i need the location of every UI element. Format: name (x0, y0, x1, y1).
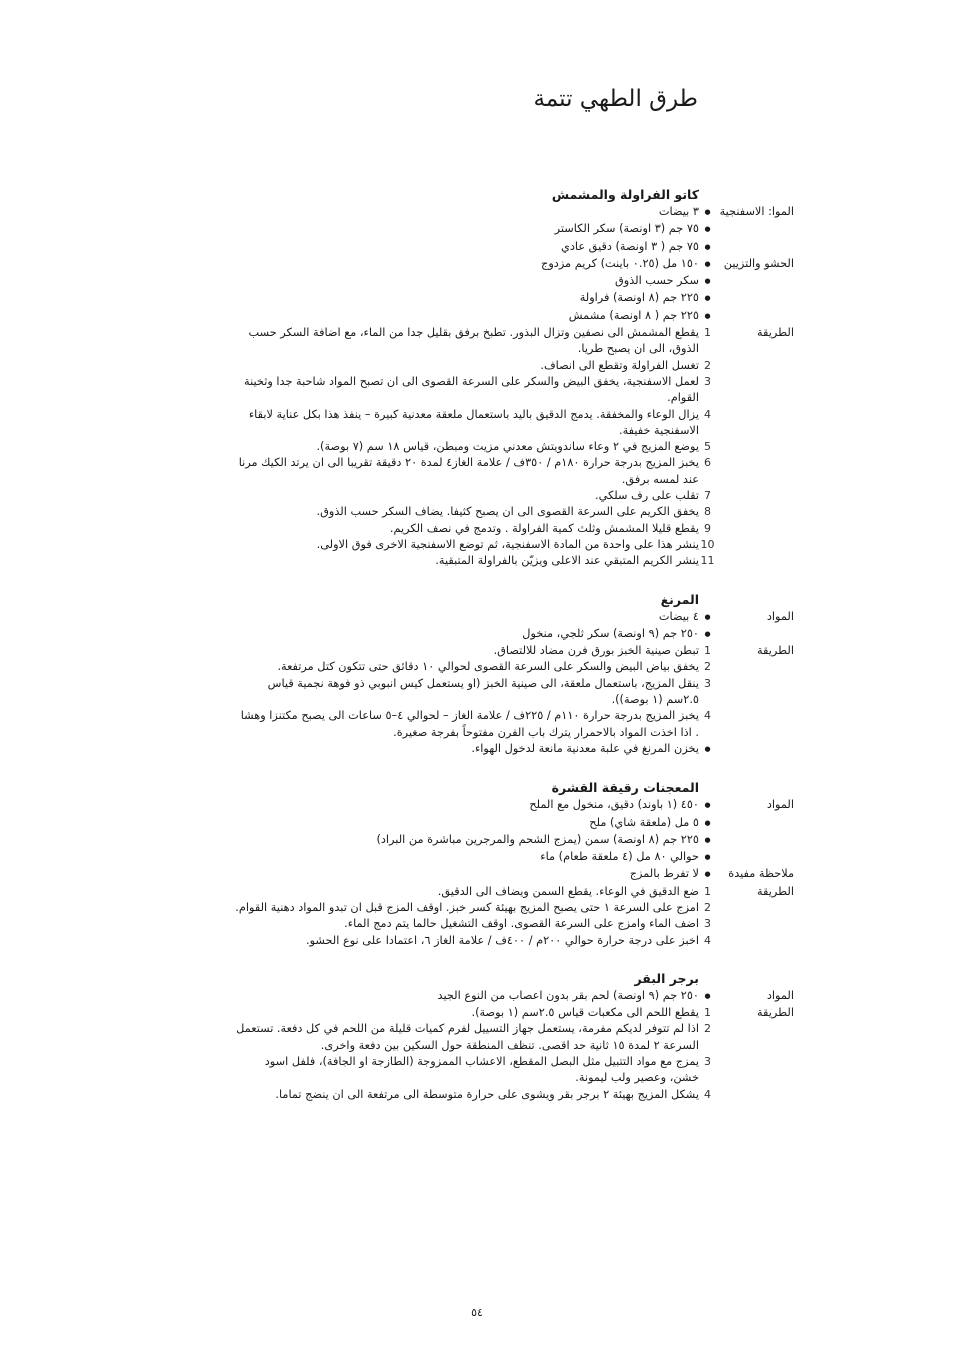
method-step (234, 439, 794, 455)
row-label: الطريقة (757, 644, 794, 658)
row-text: ٢٥٠ جم (٩ اونصة) سكر ثلجي، منخول (522, 626, 699, 640)
method-step (234, 1005, 794, 1021)
method-step (234, 1054, 794, 1087)
step-number: 9 (704, 521, 711, 535)
bullet-icon (704, 221, 710, 234)
row-text: يخبز المزيج بدرجة حرارة ١٨٠م / ٣٥٠ف / علامة الغاز٤ لمدة ٢٠ دقيقة تقريبا الى ان يرتد الكيك مرنا عند لمسه برفق. (238, 456, 699, 486)
row-label: المواد (766, 798, 794, 812)
row-text: يقطع المشمش الى نصفين وتزال البذور. تطبخ برفق بقليل جدا من الماء، مع اضافة السكر حسب الذوق، الى ان يصبح طريا. (248, 326, 699, 356)
bullet-marker (699, 256, 716, 273)
row-text: سكر حسب الذوق (614, 274, 699, 288)
row-text: حوالي ٨٠ مل (٤ ملعقة طعام) ماء (540, 850, 699, 864)
step-marker (699, 325, 716, 341)
bullet-icon (704, 290, 710, 303)
method-step (234, 504, 794, 520)
bullet-icon (704, 832, 710, 845)
bullet-marker (699, 815, 716, 832)
step-marker (699, 708, 716, 724)
step-marker (699, 659, 716, 675)
bullet-icon (704, 256, 710, 269)
bullet-marker (699, 290, 716, 307)
row-label: المواد (766, 988, 794, 1002)
method-step (234, 358, 794, 374)
row-label: الحشو والتزيين (723, 256, 794, 270)
recipe-section (234, 186, 794, 570)
method-step (234, 884, 794, 900)
row-text: يمزج مع مواد التتبيل مثل البصل المقطع، الاعشاب الممزوجة (الطازجة او الجافة)، فلفل اسود خشن، وعصير ولب ليمونة. (264, 1055, 699, 1085)
step-marker (699, 1005, 716, 1021)
ingredient-item (234, 221, 794, 238)
recipe-section (234, 591, 794, 759)
step-number: 1 (704, 326, 711, 340)
row-text: ينشر الكريم المتبقي عند الاعلى ويزيّن بالفراولة المتبقية. (435, 554, 699, 568)
row-label: الطريقة (757, 326, 794, 340)
row-label: الطريقة (757, 884, 794, 898)
bullet-icon (704, 273, 710, 286)
row-text: ٢٢٥ جم ( ٨ اونصة) مشمش (568, 308, 699, 322)
ingredient-item (234, 308, 794, 325)
step-number: 2 (704, 358, 711, 372)
row-text: ٤ بيضات (658, 609, 699, 623)
method-step (234, 1087, 794, 1103)
ingredient-item (234, 797, 794, 814)
bullet-icon (704, 609, 710, 622)
method-step (234, 659, 794, 675)
method-step (234, 1021, 794, 1054)
method-step (234, 933, 794, 949)
bullet-marker (699, 308, 716, 325)
step-number: 4 (704, 709, 711, 723)
step-marker (699, 1021, 716, 1037)
step-number: 3 (704, 374, 711, 388)
step-number: 1 (704, 644, 711, 658)
row-text: ٣ بيضات (658, 205, 699, 218)
step-marker (699, 504, 716, 520)
step-marker (699, 358, 716, 374)
row-text: ٤٥٠ (١ باوند) دقيق، منخول مع الملح (529, 798, 699, 812)
ingredient-item (234, 741, 794, 758)
recipes-container (234, 186, 794, 1124)
row-text: ٢٥٠ جم (٩ اونصة) لحم بقر بدون اعصاب من النوع الجيد (437, 988, 699, 1002)
row-text: امزج على السرعة ١ حتى يصبح المزيج بهيئة كسر خبز. اوقف المزج قبل ان تبدو المواد دهنية القوام. (235, 900, 699, 914)
step-marker (699, 521, 716, 537)
recipe-title: المرنغ (660, 591, 699, 607)
row-text: يشكل المزيج بهيئة ٢ برجر بقر ويشوى على حرارة متوسطة الى مرتفعة الى ان ينضج تماما. (275, 1087, 699, 1101)
row-text: ١٥٠ مل (٠.٢٥ باينت) كريم مزدوج (541, 256, 699, 270)
ingredient-item (234, 256, 794, 273)
bullet-icon (704, 308, 710, 321)
row-text: يخفق الكريم على السرعة القصوى الى ان يصبح كثيفا. يضاف السكر حسب الذوق. (316, 505, 699, 519)
step-marker (699, 455, 716, 471)
recipe-section (234, 970, 794, 1103)
bullet-marker (699, 988, 716, 1005)
row-text: يزال الوعاء والمخفقة. يدمج الدقيق باليد باستعمال ملعقة معدنية كبيرة – ينفذ هذا بكل عناية لابقاء الاسفنجية خفيفة. (248, 407, 699, 437)
bullet-marker (699, 204, 716, 221)
row-text: اخبز على درجة حرارة حوالي ٢٠٠م / ٤٠٠ف / علامة الغاز ٦، اعتمادا على نوع الحشو. (306, 933, 699, 947)
bullet-marker (699, 221, 716, 238)
method-step (234, 553, 794, 569)
row-text: يقطع اللحم الى مكعبات قياس ٢.٥سم (١ بوصة). (471, 1006, 699, 1020)
row-text: تقلب على رف سلكي. (595, 489, 699, 503)
recipe-section (234, 779, 794, 949)
ingredient-item (234, 832, 794, 849)
bullet-icon (704, 815, 710, 828)
method-step (234, 916, 794, 932)
step-number: 8 (704, 505, 711, 519)
step-number: 2 (704, 900, 711, 914)
recipe-title: المعجنات رقيقة القشرة (551, 780, 699, 796)
step-marker (699, 884, 716, 900)
step-number: 1 (704, 884, 711, 898)
method-step (234, 521, 794, 537)
row-text: يخفق بياض البيض والسكر على السرعة القصوى لحوالي ١٠ دقائق حتى تتكون كتل مرتفعة. (277, 660, 699, 674)
bullet-marker (699, 626, 716, 643)
row-text: تبطن صينية الخبز بورق فرن مضاد للالتصاق. (493, 644, 699, 658)
ingredient-item (234, 849, 794, 866)
method-step (234, 676, 794, 709)
step-marker (699, 676, 716, 692)
row-text: يخزن المرنغ في علبة معدنية مانعة لدخول الهواء. (471, 741, 699, 755)
row-text: اذا لم تتوفر لديكم مفرمة، يستعمل جهاز التسييل لفرم كميات قليلة من اللحم في كل دفعة. تستعمل السرعة ٢ لمدة ١٥ ثانية حد اقصى. تنظف المنطقة حول السكين بين دفعة واخرى. (236, 1022, 699, 1052)
row-text: ضع الدقيق في الوعاء. يقطع السمن ويضاف الى الدقيق. (437, 884, 699, 898)
method-step (234, 455, 794, 488)
ingredient-item (234, 988, 794, 1005)
bullet-marker (699, 609, 716, 626)
step-marker (699, 933, 716, 949)
step-marker (699, 1054, 716, 1070)
step-marker (699, 439, 716, 455)
method-step (234, 537, 794, 553)
step-number: 11 (700, 554, 715, 568)
row-label: المواد (766, 609, 794, 623)
step-number: 2 (704, 660, 711, 674)
ingredient-item (234, 626, 794, 643)
method-step (234, 643, 794, 659)
bullet-marker (699, 866, 716, 883)
ingredient-item (234, 204, 794, 221)
step-marker (699, 488, 716, 504)
row-label: الموا: الاسفنجية (719, 205, 794, 218)
bullet-icon (704, 626, 710, 639)
method-step (234, 488, 794, 504)
row-text: تغسل الفراولة وتقطع الى انصاف. (540, 358, 699, 372)
step-number: 3 (704, 917, 711, 931)
row-text: يخبز المزيج بدرجة حرارة ١١٠م / ٢٢٥ف / علامة الغاز – لحوالي ٤–٥ ساعات الى يصبح مكتنزا وهشا . اذا اخذت المواد بالاحمرار يترك باب الفرن مفتوحاً بفرجة صغيرة. (240, 709, 699, 739)
bullet-icon (704, 204, 710, 217)
step-number: 10 (700, 537, 715, 551)
row-text: ٧٥ جم (٣ اونصة) سكر الكاستر (554, 222, 699, 236)
page-title: طرق الطهي تتمة (533, 86, 698, 112)
step-number: 2 (704, 1022, 711, 1036)
row-text: ٢٢٥ جم (٨ اونصة) فراولة (579, 291, 699, 305)
step-marker (699, 643, 716, 659)
step-marker (699, 537, 716, 553)
row-text: لعمل الاسفنجية، يخفق البيض والسكر على السرعة القصوى الى ان تصبح المواد شاحبة جدا وثخينة القوام. (244, 374, 699, 405)
step-marker (699, 916, 716, 932)
row-text: ٥ مل (ملعقة شاي) ملح (589, 815, 699, 829)
row-text: ينقل المزيج، باستعمال ملعقة، الى صينية الخبز (او يستعمل كيس انبوبي ذو فوهة نجمية قياس ٢.٥سم (١ بوصة)). (267, 676, 699, 707)
bullet-icon (704, 866, 710, 879)
ingredient-item (234, 815, 794, 832)
row-text: لا تفرط بالمزج (629, 867, 699, 881)
bullet-marker (699, 797, 716, 814)
bullet-icon (704, 239, 710, 252)
method-step (234, 900, 794, 916)
row-label: الطريقة (757, 1006, 794, 1020)
method-step (234, 407, 794, 440)
row-text: يقطع قليلا المشمش وثلث كمية الفراولة . وتدمج في نصف الكريم. (389, 521, 699, 535)
row-text: ٧٥ جم ( ٣ اونصة) دقيق عادي (561, 239, 699, 253)
ingredient-item (234, 273, 794, 290)
bullet-icon (704, 849, 710, 862)
step-number: 3 (704, 1055, 711, 1069)
ingredient-item (234, 290, 794, 307)
bullet-marker (699, 239, 716, 256)
step-number: 1 (704, 1006, 711, 1020)
ingredient-item (234, 609, 794, 626)
step-number: 5 (704, 440, 711, 454)
bullet-marker (699, 741, 716, 758)
step-number: 7 (704, 489, 711, 503)
bullet-marker (699, 273, 716, 290)
step-number: 3 (704, 676, 711, 690)
step-number: 4 (704, 933, 711, 947)
bullet-icon (704, 741, 710, 754)
step-number: 4 (704, 1087, 711, 1101)
page-number: ٥٤ (471, 1306, 483, 1319)
step-marker (699, 407, 716, 423)
step-marker (699, 374, 716, 390)
row-text: يوضع المزيج في ٢ وعاء ساندويتش معدني مزيت ومبطن، قياس ١٨ سم (٧ بوصة). (316, 440, 699, 454)
step-marker (699, 900, 716, 916)
step-number: 6 (704, 456, 711, 470)
row-text: اضف الماء وامزج على السرعة القصوى. اوقف التشغيل حالما يتم دمج الماء. (344, 917, 699, 931)
step-marker (699, 553, 716, 569)
bullet-icon (704, 797, 710, 810)
step-number: 4 (704, 407, 711, 421)
method-step (234, 708, 794, 741)
bullet-marker (699, 832, 716, 849)
method-step (234, 325, 794, 358)
bullet-icon (704, 988, 710, 1001)
row-text: ٢٢٥ جم (٨ اونصة) سمن (يمزج الشحم والمرجرين مباشرة من البراد) (376, 832, 699, 846)
recipe-title: برجر البقر (634, 970, 699, 986)
row-text: ينشر هذا على واحدة من المادة الاسفنجية، ثم توضع الاسفنجية الاخرى فوق الاولى. (316, 537, 699, 551)
row-label: ملاحظة مفيدة (728, 867, 794, 881)
recipe-title: كاتو الفراولة والمشمش (551, 187, 699, 202)
step-marker (699, 1087, 716, 1103)
method-step (234, 374, 794, 407)
ingredient-item (234, 239, 794, 256)
ingredient-item (234, 866, 794, 883)
bullet-marker (699, 849, 716, 866)
